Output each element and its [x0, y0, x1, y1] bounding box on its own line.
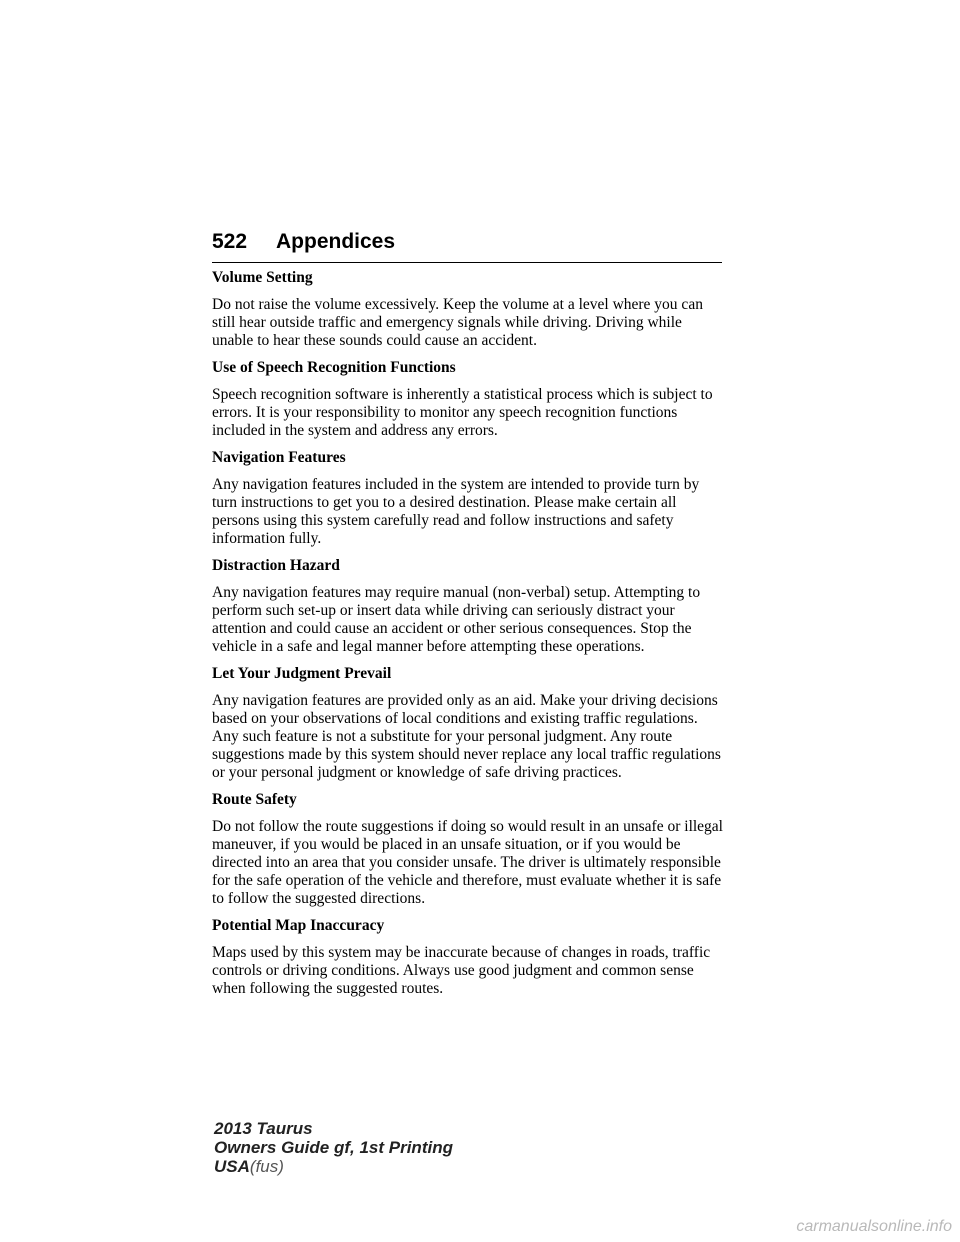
section-body: Any navigation features may require manual (non-verbal) setup. Attempting to perform such set-up or insert data while driving can seriously distract your attention and could cause an accident or other serious consequences. Stop the vehicle in a safe and legal manner before attempting these operations. [212, 584, 701, 655]
footer-country: USA [214, 1157, 250, 1176]
section-body: Speech recognition software is inherently a statistical process which is subject to errors. It is your responsibility to monitor any speech recognition functions included in the system and address any errors. [212, 386, 713, 439]
footer-code: (fus) [249, 1157, 284, 1176]
section-judgment-prevail [212, 664, 724, 782]
section-heading: Use of Speech Recognition Functions [212, 359, 456, 376]
page-header [212, 228, 722, 263]
page-content [212, 268, 724, 1006]
section-heading: Distraction Hazard [212, 557, 340, 574]
page-footer [214, 1119, 453, 1176]
watermark-link[interactable]: carmanualsonline.info [796, 1218, 952, 1235]
section-body: Do not follow the route suggestions if doing so would result in an unsafe or illegal maneuver, if you would be placed in an unsafe situation, or if you would be directed into an area that you consider unsafe. The driver is ultimately responsible for the safe operation of the vehicle and therefore, must evaluate whether it is safe to follow the suggested directions. [212, 818, 723, 907]
footer-edition: Owners Guide gf, 1st Printing [214, 1138, 453, 1157]
section-navigation-features [212, 448, 724, 548]
footer-market [214, 1157, 453, 1176]
section-heading: Volume Setting [212, 269, 313, 286]
section-heading: Navigation Features [212, 449, 346, 466]
section-route-safety [212, 790, 724, 908]
section-heading: Route Safety [212, 791, 297, 808]
footer-model: 2013 Taurus [214, 1119, 313, 1138]
section-map-inaccuracy [212, 916, 724, 998]
section-heading: Let Your Judgment Prevail [212, 665, 392, 682]
section-body: Maps used by this system may be inaccurate because of changes in roads, traffic controls or driving conditions. Always use good judgment and common sense when following the suggested routes. [212, 944, 711, 997]
section-body: Any navigation features included in the system are intended to provide turn by turn instructions to get you to a desired destination. Please make certain all persons using this system carefully read and follow instructions and safety information fully. [212, 476, 700, 547]
page-number: 522 [212, 230, 248, 253]
section-body: Any navigation features are provided only as an aid. Make your driving decisions based on your observations of local conditions and existing traffic regulations. Any such feature is not a substitute for your personal judgment. Any route suggestions made by this system should never replace any local traffic regulations or your personal judgment or knowledge of safe driving practices. [212, 692, 721, 781]
section-body: Do not raise the volume excessively. Keep the volume at a level where you can still hear outside traffic and emergency signals while driving. Driving while unable to hear these sounds could cause an accident. [212, 296, 703, 349]
section-title: Appendices [276, 230, 396, 253]
section-speech-recognition [212, 358, 724, 440]
section-distraction-hazard [212, 556, 724, 656]
section-heading: Potential Map Inaccuracy [212, 917, 385, 934]
section-volume-setting [212, 268, 724, 350]
